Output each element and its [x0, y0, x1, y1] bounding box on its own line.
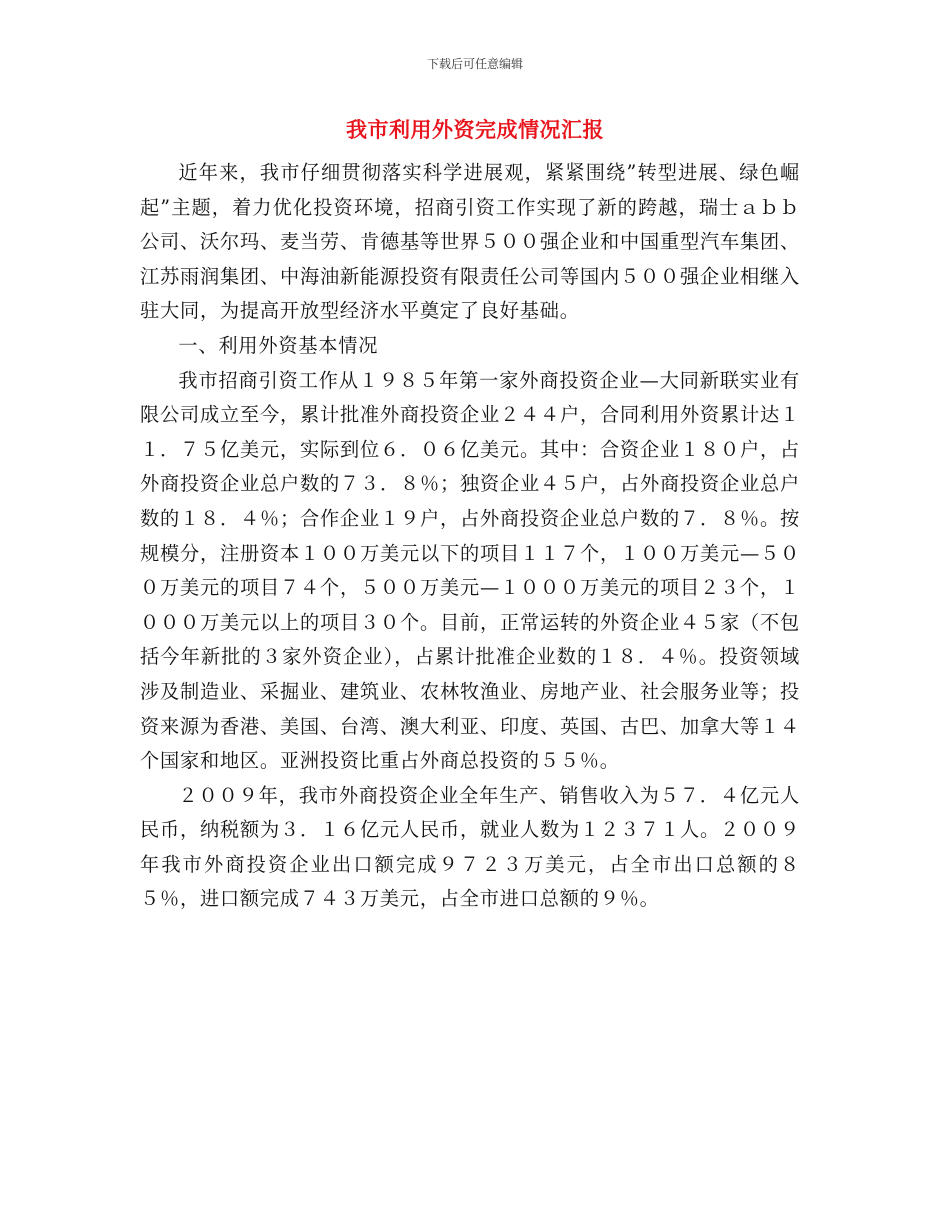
section-heading-basic-situation: 一、利用外资基本情况	[178, 333, 379, 357]
document-body	[140, 156, 800, 917]
document-title: 我市利用外资完成情况汇报	[346, 117, 604, 142]
paragraph-2009-results: ２００９年，我市外商投资企业全年生产、销售收入为５７．４亿元人民币，纳税额为３．１６亿元人民币，就业人数为１２３７１人。２００９年我市外商投资企业出口额完成９７２３万美元，占全市出口总额的８５％，进口额完成７４３万美元，占全市进口总额的９％。	[140, 783, 800, 911]
paragraph-intro: 近年来，我市仔细贯彻落实科学进展观，紧紧围绕”转型进展、绿色崛起”主题，着力优化投资环境，招商引资工作实现了新的跨越，瑞士ａｂｂ公司、沃尔玛、麦当劳、肯德基等世界５００强企业和中国重型汽车集团、江苏雨润集团、中海油新能源投资有限责任公司等国内５００强企业相继入驻大同，为提高开放型经济水平奠定了良好基础。	[140, 161, 800, 323]
paragraph-foreign-investment-stats: 我市招商引资工作从１９８５年第一家外商投资企业—大同新联实业有限公司成立至今，累计批准外商投资企业２４４户，合同利用外资累计达１１．７５亿美元，实际到位６．０６亿美元。其中：合资企业１８０户，占外商投资企业总户数的７３．８％；独资企业４５户，占外商投资企业总户数的１８．４％；合作企业１９户，占外商投资企业总户数的７．８％。按规模分，注册资本１００万美元以下的项目１１７个，１００万美元—５００万美元的项目７４个，５００万美元—１０００万美元的项目２３个，１０００万美元以上的项目３０个。目前，正常运转的外资企业４５家（不包括今年新批的３家外资企业），占累计批准企业数的１８．４％。投资领域涉及制造业、采掘业、建筑业、农林牧渔业、房地产业、社会服务业等；投资来源为香港、美国、台湾、澳大利亚、印度、英国、古巴、加拿大等１４个国家和地区。亚洲投资比重占外商总投资的５５％。	[140, 368, 800, 773]
header-note: 下载后可任意编辑	[426, 57, 523, 71]
